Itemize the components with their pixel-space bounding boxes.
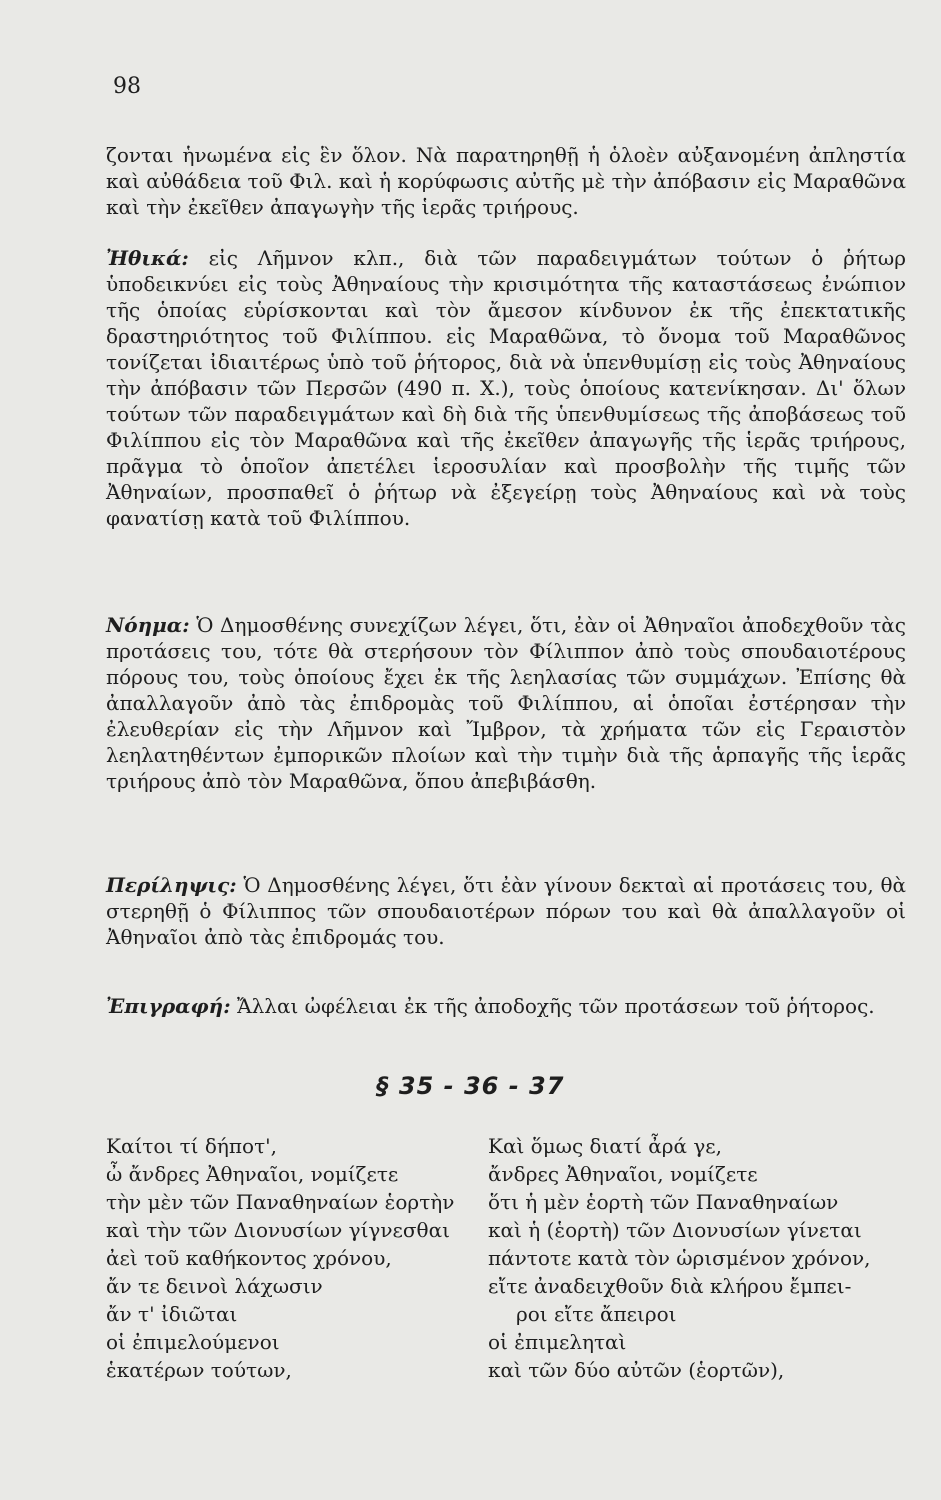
translation-line: εἴτε ἀναδειχθοῦν διὰ κλήρου ἔμπει- [488,1274,852,1298]
original-line: ἑκατέρων τούτων, [106,1358,292,1382]
noima-paragraph [106,612,906,794]
noima-label: Νόημα: [106,613,190,637]
translation-line: πάντοτε κατὰ τὸν ὡρισμένον χρόνον, [488,1246,871,1270]
original-line: Καίτοι τί δήποτ', [106,1134,277,1158]
original-text-column [106,1132,454,1384]
ethika-text: εἰς Λῆμνον κλπ., διὰ τῶν παραδειγμάτων τούτων ὁ ῥήτωρ ὑποδεικνύει εἰς τοὺς Ἀθηναίους τὴν κρισιμότητα τῆς καταστάσεως ἐνώπιον τῆς ὁποίας εὑρίσκονται καὶ τὸν ἄμεσον κίνδυνον ἐκ τῆς ἐπεκτατικῆς δραστηριότητος τοῦ Φιλίππου. εἰς Μαραθῶνα, τὸ ὄνομα τοῦ Μαραθῶνος τονίζεται ἰδιαιτέρως ὑπὸ τοῦ ῥήτορος, διὰ νὰ ὑπενθυμίσῃ εἰς τοὺς Ἀθηναίους τὴν ἀπόβασιν τῶν Περσῶν (490 π. Χ.), τοὺς ὁποίους κατενίκησαν. Δι' ὅλων τούτων τῶν παραδειγμάτων καὶ δὴ διὰ τῆς ὑπενθυμίσεως τῆς ἀποβάσεως τοῦ Φιλίππου εἰς τὸν Μαραθῶνα καὶ τῆς ἐκεῖθεν ἀπαγωγῆς τῆς ἱερᾶς τριήρους, πρᾶγμα τὸ ὁποῖον ἀπετέλει ἱεροσυλίαν καὶ προσβολὴν τῆς τιμῆς τῶν Ἀθηναίων, προσπαθεῖ ὁ ῥήτωρ νὰ ἐξεγείρῃ τοὺς Ἀθηναίους καὶ νὰ τοὺς φανατίσῃ κατὰ τοῦ Φιλίππου. [106,246,906,530]
original-line: οἱ ἐπιμελούμενοι [106,1330,280,1354]
noima-text: Ὁ Δημοσθένης συνεχίζων λέγει, ὅτι, ἐὰν οἱ Ἀθηναῖοι ἀποδεχθοῦν τὰς προτάσεις του, τότε θὰ στερήσουν τὸν Φίλιππον ἀπὸ τοὺς σπουδαιοτέρους πόρους του, τοὺς ὁποίους ἔχει ἐκ τῆς λεηλασίας τῶν συμμάχων. Ἐπίσης θὰ ἀπαλλαγοῦν ἀπὸ τὰς ἐπιδρομὰς τοῦ Φιλίππου, αἱ ὁποῖαι ἐστέρησαν τὴν ἐλευθερίαν εἰς τὴν Λῆμνον καὶ Ἴμβρον, τὰ χρήματα τῶν εἰς Γεραιστὸν λεηλατηθέντων ἐμπορικῶν πλοίων καὶ τὴν τιμὴν διὰ τῆς ἁρπαγῆς τῆς ἱερᾶς τριήρους ἀπὸ τὸν Μαραθῶνα, ὅπου ἀπεβιβάσθη. [106,613,906,793]
translation-line: ὅτι ἡ μὲν ἑορτὴ τῶν Παναθηναίων [488,1190,839,1214]
translation-line: καὶ τῶν δύο αὐτῶν (ἑορτῶν), [488,1358,785,1382]
translation-line: ἄνδρες Ἀθηναῖοι, νομίζετε [488,1162,758,1186]
original-line: ἄν τ' ἰδιῶται [106,1302,238,1326]
epigrafi-paragraph [106,993,906,1019]
original-line: τὴν μὲν τῶν Παναθηναίων ἑορτὴν [106,1190,455,1214]
translation-line: ροι εἴτε ἄπειροι [516,1302,677,1326]
translation-line: Καὶ ὅμως διατί ἆρά γε, [488,1134,723,1158]
translation-line: οἱ ἐπιμεληταὶ [488,1330,627,1354]
epigrafi-label: Ἐπιγραφή: [106,994,231,1018]
original-line: ἄν τε δεινοὶ λάχωσιν [106,1274,323,1298]
page-number: 98 [113,74,141,99]
translation-column [488,1132,871,1384]
ethika-paragraph [106,245,906,531]
original-line: καὶ τὴν τῶν Διονυσίων γίγνεσθαι [106,1218,450,1242]
original-line: ἀεὶ τοῦ καθήκοντος χρόνου, [106,1246,392,1270]
section-heading: § 35 - 36 - 37 [376,1072,565,1100]
translation-line: καὶ ἡ (ἑορτὴ) τῶν Διονυσίων γίνεται [488,1218,862,1242]
perilipsis-paragraph [106,872,906,950]
ethika-label: Ἠθικά: [106,246,189,270]
original-line: ὦ ἄνδρες Ἀθηναῖοι, νομίζετε [106,1162,399,1186]
intro-paragraph: ζονται ἡνωμένα εἰς ἓν ὅλον. Νὰ παρατηρηθῇ ἡ ὁλοὲν αὐξανομένη ἀπληστία καὶ αὐθάδεια τοῦ Φιλ. καὶ ἡ κορύφωσις αὐτῆς μὲ τὴν ἀπόβασιν εἰς Μαραθῶνα καὶ τὴν ἐκεῖθεν ἀπαγωγὴν τῆς ἱερᾶς τριήρους. [106,143,906,219]
epigrafi-text: Ἄλλαι ὠφέλειαι ἐκ τῆς ἀποδοχῆς τῶν προτάσεων τοῦ ῥήτορος. [230,994,875,1018]
perilipsis-text: Ὁ Δημοσθένης λέγει, ὅτι ἐὰν γίνουν δεκταὶ αἱ προτάσεις του, θὰ στερηθῇ ὁ Φίλιππος τῶν σπουδαιοτέρων πόρων του καὶ θὰ ἀπαλλαγοῦν οἱ Ἀθηναῖοι ἀπὸ τὰς ἐπιδρομάς του. [106,873,906,949]
perilipsis-label: Περίληψις: [106,873,237,897]
